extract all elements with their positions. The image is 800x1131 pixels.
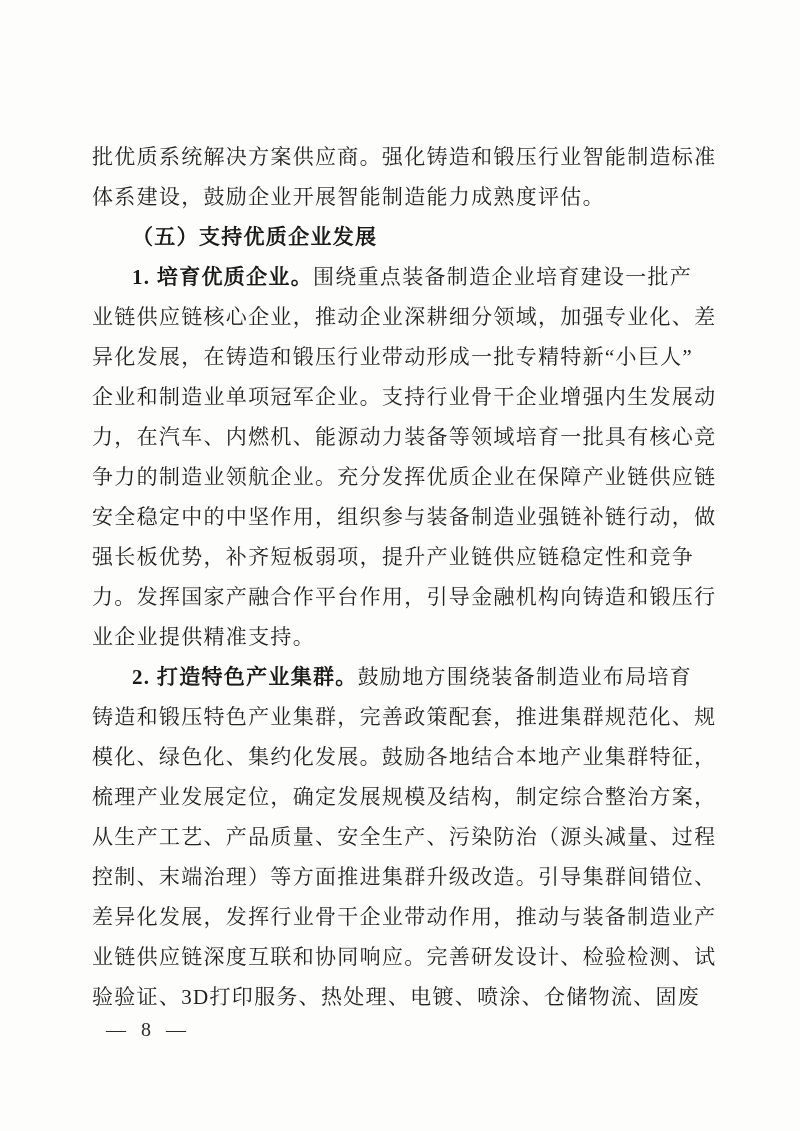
text-line: [92, 857, 722, 897]
text-line: [92, 577, 722, 617]
text-line: [92, 977, 722, 1017]
body-text: 业链供应链深度互联和协同响应。完善研发设计、检验检测、试: [92, 945, 717, 969]
text-line: [92, 777, 722, 817]
text-line: [92, 417, 722, 457]
text-line: [92, 377, 722, 417]
body-text: 体系建设，鼓励企业开展智能制造能力成熟度评估。: [92, 185, 605, 209]
text-line: [92, 137, 722, 177]
body-text: 争力的制造业领航企业。充分发挥优质企业在保障产业链供应链: [92, 465, 717, 489]
text-line: [92, 697, 722, 737]
emphasis-text: 2. 打造特色产业集群。: [132, 665, 358, 689]
text-line: [92, 897, 722, 937]
body-text: 力。发挥国家产融合作平台作用，引导金融机构向铸造和锻压行: [92, 585, 717, 609]
text-line: [92, 497, 722, 537]
text-line: [92, 257, 722, 297]
emphasis-text: 1. 培育优质企业。: [132, 265, 313, 289]
text-line: [92, 457, 722, 497]
body-text: 力，在汽车、内燃机、能源动力装备等领域培育一批具有核心竞: [92, 425, 717, 449]
body-text: 安全稳定中的中坚作用，组织参与装备制造业强链补链行动，做: [92, 505, 717, 529]
body-text: 业企业提供精准支持。: [92, 625, 315, 649]
body-text: 围绕重点装备制造企业培育建设一批产: [313, 265, 693, 289]
body-text: 从生产工艺、产品质量、安全生产、污染防治（源头减量、过程: [92, 825, 717, 849]
body-text: 控制、末端治理）等方面推进集群升级改造。引导集群间错位、: [92, 865, 717, 889]
text-line: [92, 337, 722, 377]
text-line: [92, 937, 722, 977]
body-text: 差异化发展，发挥行业骨干企业带动作用，推动与装备制造业产: [92, 905, 717, 929]
text-line: [92, 737, 722, 777]
body-text: 验验证、3D打印服务、热处理、电镀、喷涂、仓储物流、固废: [92, 985, 701, 1009]
body-text: 强长板优势，补齐短板弱项，提升产业链供应链稳定性和竞争: [92, 545, 695, 569]
body-text: 批优质系统解决方案供应商。强化铸造和锻压行业智能制造标准: [92, 145, 717, 169]
body-text: 鼓励地方围绕装备制造业布局培育: [357, 665, 693, 689]
text-line: [92, 297, 722, 337]
section-heading: [92, 217, 722, 257]
text-line: [92, 657, 722, 697]
body-text: 铸造和锻压特色产业集群，完善政策配套，推进集群规范化、规: [92, 705, 717, 729]
text-line: [92, 177, 722, 217]
body-text: 异化发展，在铸造和锻压行业带动形成一批专精特新“小巨人”: [92, 345, 694, 369]
document-body: [92, 137, 722, 1017]
body-text: 梳理产业发展定位，确定发展规模及结构，制定综合整治方案，: [92, 785, 717, 809]
body-text: 企业和制造业单项冠军企业。支持行业骨干企业增强内生发展动: [92, 385, 717, 409]
body-text: 业链供应链核心企业，推动企业深耕细分领域，加强专业化、差: [92, 305, 717, 329]
text-line: [92, 617, 722, 657]
text-line: [92, 537, 722, 577]
page-number: — 8 —: [106, 1019, 191, 1041]
emphasis-text: （五）支持优质企业发展: [132, 225, 378, 249]
text-line: [92, 817, 722, 857]
body-text: 模化、绿色化、集约化发展。鼓励各地结合本地产业集群特征，: [92, 745, 717, 769]
